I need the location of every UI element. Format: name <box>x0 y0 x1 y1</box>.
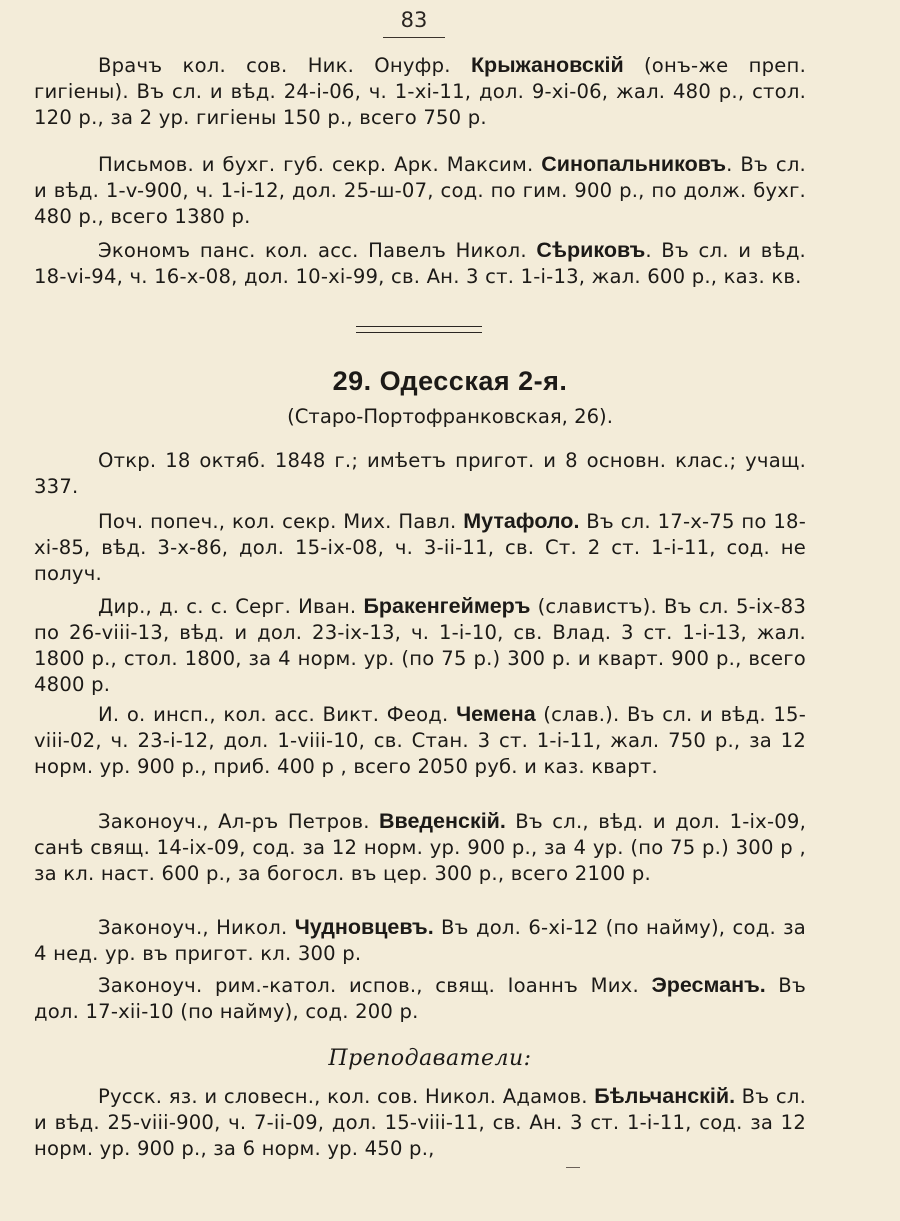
page-number: 83 <box>400 8 428 32</box>
paragraph-text: Врачъ кол. сов. Ник. Онуфр. <box>98 54 471 77</box>
paragraph-text: Дир., д. с. с. Серг. Иван. <box>98 595 364 618</box>
paragraph-text: Законоуч., Ал-ръ Петров. <box>98 810 379 833</box>
paragraph-chudnovtsev <box>34 914 806 967</box>
person-name: Чемена <box>456 702 536 726</box>
paragraph-clerk <box>34 151 806 230</box>
page-number-rule <box>383 37 445 38</box>
paragraph-director <box>34 593 806 698</box>
paragraph-text: (славистъ). Въ сл. 5-ix-83 по 26-viii-13, вѣд. и дол. 23-ix-13, ч. 1-i-10, св. Влад. 3 ст. 1-i-13, жал. 1800 р., стол. 1800, за 4 норм. ур. (по 75 р.) 300 р. и кварт. 900 р., всего 4800 р. <box>34 595 806 696</box>
person-name: Бѣльчанскій. <box>594 1084 736 1108</box>
teachers-heading: Преподаватели: <box>328 1046 532 1071</box>
paragraph-text: Поч. попеч., кол. секр. Мих. Павл. <box>98 510 464 533</box>
school-address: (Старо-Портофранковская, 26). <box>287 405 613 428</box>
paragraph-text: Русск. яз. и словесн., кол. сов. Никол. Адамов. <box>98 1085 595 1108</box>
person-name: Синопальниковъ <box>541 152 727 176</box>
paragraph-text: И. о. инсп., кол. асс. Викт. Феод. <box>98 703 457 726</box>
person-name: Введенскій. <box>378 809 506 833</box>
paragraph-priest-vvedensky <box>34 808 806 887</box>
paragraph-inspector <box>34 701 806 780</box>
person-name: Крыжановскій <box>470 53 624 77</box>
person-name: Эресманъ. <box>651 973 766 997</box>
paragraph-trustee <box>34 508 806 587</box>
paragraph-text: . Въ сл. и вѣд. 1-v-900, ч. 1-i-12, дол. 25-ш-07, сод. по гим. 900 р., по долж. бухг. 480 р., всего 1380 р. <box>34 153 806 228</box>
bottom-mark <box>566 1167 580 1168</box>
section-divider <box>356 326 482 333</box>
person-name: Мутафоло. <box>463 509 580 533</box>
paragraph-eresman <box>34 972 806 1025</box>
paragraph-text: Экономъ панс. кол. асс. Павелъ Никол. <box>98 239 537 262</box>
paragraph-founded <box>34 448 806 500</box>
paragraph-belchansky <box>34 1083 806 1162</box>
person-name: Чудновцевъ. <box>294 915 434 939</box>
paragraph-text: (онъ-же преп. гигіены). Въ сл. и вѣд. 24-i-06, ч. 1-xi-11, дол. 9-xi-06, жал. 480 р., стол. 120 р., за 2 ур. гигіены 150 р., всего 750 р. <box>34 54 806 129</box>
paragraph-text: Письмов. и бухг. губ. секр. Арк. Максим. <box>98 153 542 176</box>
paragraph-text: Откр. 18 октяб. 1848 г.; имѣетъ пригот. и 8 основн. клас.; учащ. 337. <box>34 449 806 498</box>
paragraph-text: Законоуч., Никол. <box>98 916 295 939</box>
paragraph-text: Въ сл., вѣд. и дол. 1-ix-09, санѣ свящ. 14-ix-09, сод. за 12 норм. ур. 900 р., за 4 ур. (по 75 р.) 300 р , за кл. наст. 600 р., за богосл. въ цер. 300 р., всего 2100 р. <box>34 810 806 885</box>
paragraph-text: . Въ сл. и вѣд. 18-vi-94, ч. 16-x-08, дол. 10-xi-99, св. Ан. 3 ст. 1-i-13, жал. 600 р., каз. кв. <box>34 239 806 288</box>
paragraph-steward <box>34 237 806 290</box>
person-name: Бракенгеймеръ <box>363 594 531 618</box>
paragraph-text: Въ дол. 6-xi-12 (по найму), сод. за 4 нед. ур. въ пригот. кл. 300 р. <box>34 916 807 965</box>
paragraph-text: Въ сл. и вѣд. 25-viii-900, ч. 7-ii-09, дол. 15-viii-11, св. Ан. 3 ст. 1-i-11, сод. за 12 норм. ур. 900 р., за 6 норм. ур. 450 р., <box>34 1085 806 1160</box>
paragraph-physician <box>34 52 806 131</box>
paragraph-text: Въ дол. 17-xii-10 (по найму), сод. 200 р. <box>34 974 806 1023</box>
paragraph-text: Законоуч. рим.-катол. испов., свящ. Іоаннъ Мих. <box>98 974 652 997</box>
school-heading: 29. Одесская 2-я. <box>332 366 568 396</box>
person-name: Сѣриковъ <box>536 238 646 262</box>
paragraph-text: Въ сл. 17-x-75 по 18-xi-85, вѣд. 3-x-86, дол. 15-ix-08, ч. 3-ii-11, св. Ст. 2 ст. 1-i-11, сод. не получ. <box>34 510 806 585</box>
paragraph-text: (слав.). Въ сл. и вѣд. 15-viii-02, ч. 23-i-12, дол. 1-viii-10, св. Стан. 3 ст. 1-i-11, жал. 750 р., за 12 норм. ур. 900 р., приб. 400 р , всего 2050 руб. и каз. кварт. <box>34 703 806 778</box>
